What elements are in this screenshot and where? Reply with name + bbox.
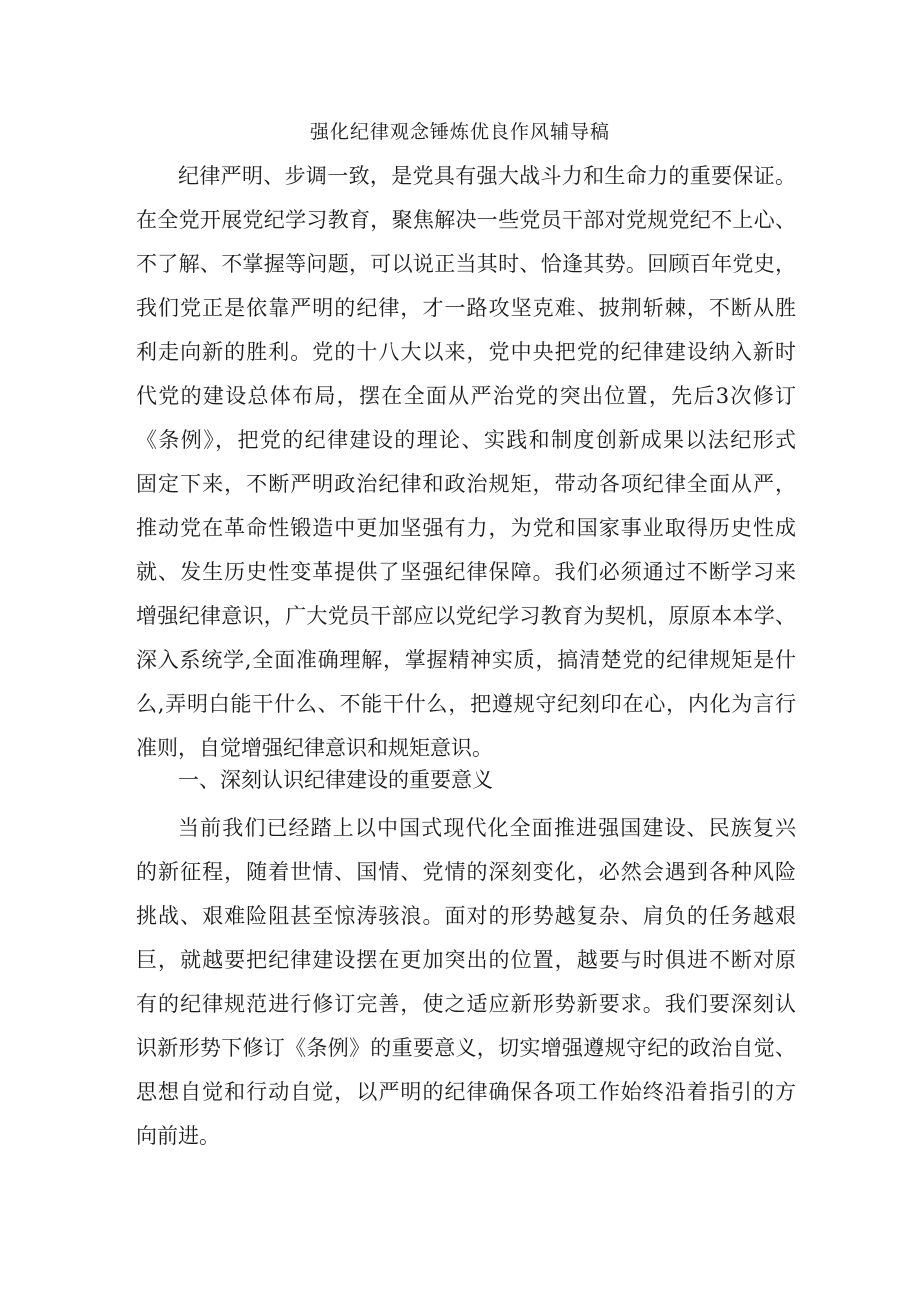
paragraph-line: 我们党正是依靠严明的纪律，才一路攻坚克难、披荆斩棘，不断从胜 bbox=[136, 296, 796, 320]
paragraph-line: 有的纪律规范进行修订完善，使之适应新形势新要求。我们要深刻认 bbox=[136, 992, 796, 1016]
paragraph-line: 巨，就越要把纪律建设摆在更加突出的位置，越要与时俱进不断对原 bbox=[136, 948, 796, 972]
paragraph-line: 代党的建设总体布局，摆在全面从严治党的突出位置，先后3次修订 bbox=[136, 384, 796, 408]
paragraph-line: 利走向新的胜利。党的十八大以来，党中央把党的纪律建设纳入新时 bbox=[136, 340, 796, 364]
paragraph-line: 的新征程，随着世情、国情、党情的深刻变化，必然会遇到各种风险 bbox=[136, 860, 796, 884]
paragraph-line: 深入系统学,全面准确理解，掌握精神实质，搞清楚党的纪律规矩是什 bbox=[136, 648, 796, 672]
section-heading-1: 一、深刻认识纪律建设的重要意义 bbox=[178, 768, 493, 792]
paragraph-line: 不了解、不掌握等问题，可以说正当其时、恰逢其势。回顾百年党史， bbox=[136, 252, 796, 276]
paragraph-line: 识新形势下修订《条例》的重要意义，切实增强遵规守纪的政治自觉、 bbox=[136, 1036, 796, 1060]
paragraph-line: 增强纪律意识，广大党员干部应以党纪学习教育为契机，原原本本学、 bbox=[136, 604, 796, 628]
paragraph-line: 就、发生历史性变革提供了坚强纪律保障。我们必须通过不断学习来 bbox=[136, 560, 796, 584]
paragraph-1 bbox=[136, 154, 796, 770]
paragraph-line: 纪律严明、步调一致，是党具有强大战斗力和生命力的重要保证。 bbox=[178, 164, 796, 188]
paragraph-line: 推动党在革命性锻造中更加坚强有力，为党和国家事业取得历史性成 bbox=[136, 516, 796, 540]
paragraph-2 bbox=[136, 806, 796, 1158]
paragraph-line: 向前进。 bbox=[136, 1124, 220, 1148]
paragraph-line: 《条例》，把党的纪律建设的理论、实践和制度创新成果以法纪形式 bbox=[136, 428, 796, 452]
paragraph-line: 准则，自觉增强纪律意识和规矩意识。 bbox=[136, 736, 493, 760]
paragraph-line: 挑战、艰难险阻甚至惊涛骇浪。面对的形势越复杂、肩负的任务越艰 bbox=[136, 904, 796, 928]
paragraph-line: 思想自觉和行动自觉，以严明的纪律确保各项工作始终沿着指引的方 bbox=[136, 1080, 796, 1104]
paragraph-line: 么,弄明白能干什么、不能干什么，把遵规守纪刻印在心，内化为言行 bbox=[136, 692, 796, 716]
paragraph-line: 在全党开展党纪学习教育，聚焦解决一些党员干部对党规党纪不上心、 bbox=[136, 208, 796, 232]
paragraph-line: 当前我们已经踏上以中国式现代化全面推进强国建设、民族复兴 bbox=[178, 816, 796, 840]
paragraph-line: 固定下来，不断严明政治纪律和政治规矩，带动各项纪律全面从严， bbox=[136, 472, 796, 496]
document-title: 强化纪律观念锤炼优良作风辅导稿 bbox=[309, 121, 610, 143]
